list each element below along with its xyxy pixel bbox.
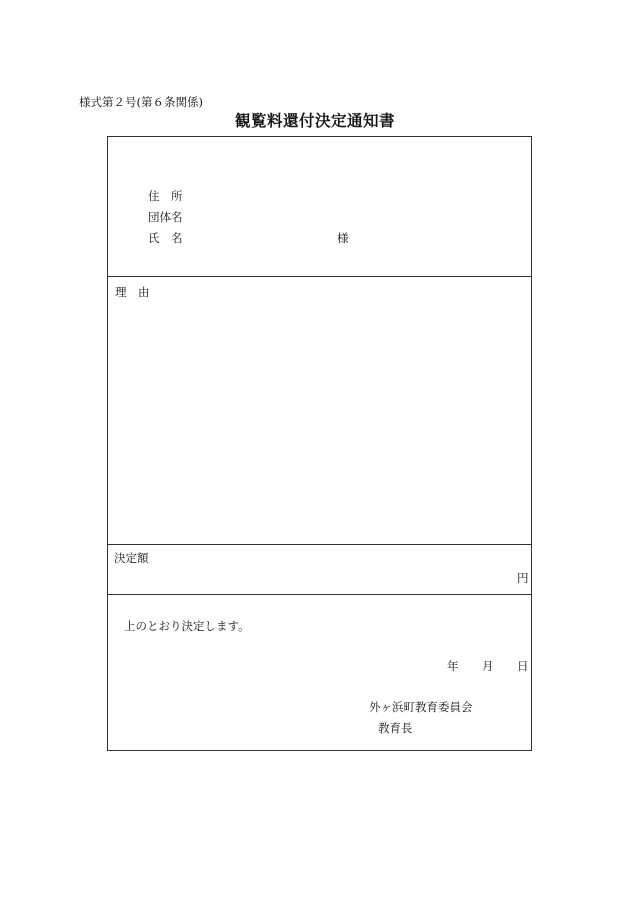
organization-label: 団体名 (148, 210, 183, 224)
section-divider-amount (108, 594, 531, 595)
reason-label: 理 由 (115, 285, 150, 299)
section-divider-reason (108, 544, 531, 545)
date-month-label: 月 (482, 659, 494, 673)
document-title: 観覧料還付決定通知書 (234, 111, 395, 130)
decision-statement: 上のとおり決定します。 (124, 619, 250, 633)
yen-unit: 円 (517, 571, 529, 585)
notice-form-box (107, 136, 532, 751)
name-label: 氏 名 (148, 231, 183, 245)
decided-amount-label: 決定額 (114, 551, 149, 565)
issuer-title: 教育長 (378, 721, 413, 735)
address-label: 住 所 (148, 189, 183, 203)
issuer-organization: 外ヶ浜町教育委員会 (369, 700, 473, 714)
honorific-sama: 様 (337, 231, 349, 245)
date-day-label: 日 (517, 659, 529, 673)
section-divider-addressee (108, 276, 531, 277)
form-number-label: 様式第２号(第６条関係) (79, 95, 203, 109)
date-year-label: 年 (447, 659, 459, 673)
